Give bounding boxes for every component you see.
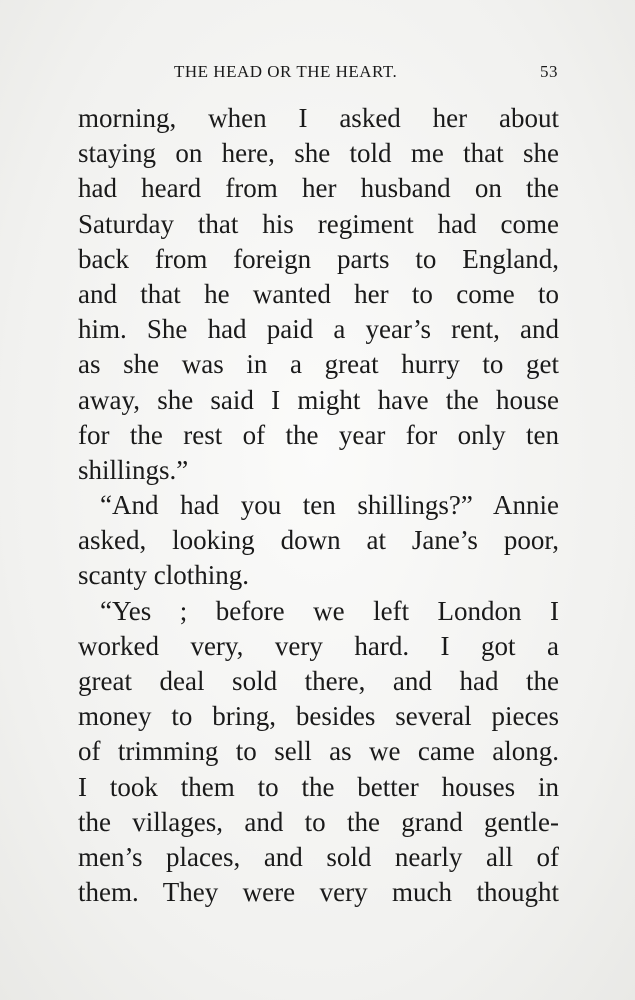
text-line: money to bring, besides several pieces <box>78 701 559 732</box>
running-title: THE HEAD OR THE HEART. <box>174 62 398 81</box>
text-line: had heard from her husband on the <box>78 173 559 204</box>
text-line: great deal sold there, and had the <box>78 666 559 696</box>
text-line: men’s places, and sold nearly all of <box>78 841 559 872</box>
text-line: and that he wanted her to come to <box>78 278 559 309</box>
text-line: morning, when I asked her about <box>78 103 559 133</box>
text-line: for the rest of the year for only ten <box>78 419 559 450</box>
text-line: asked, looking down at Jane’s poor, <box>78 525 559 556</box>
text-line: “And had you ten shillings?” Annie <box>100 490 559 521</box>
text-line: the villages, and to the grand gentle- <box>78 806 559 837</box>
text-line: as she was in a great hurry to get <box>78 349 559 380</box>
text-line: staying on here, she told me that she <box>78 138 559 169</box>
text-line: him. She had paid a year’s rent, and <box>78 314 559 345</box>
running-head <box>78 58 558 84</box>
text-line: of trimming to sell as we came along. <box>78 736 559 767</box>
text-line: back from foreign parts to England, <box>78 243 559 274</box>
text-line: shillings.” <box>78 454 189 485</box>
text-line: away, she said I might have the house <box>78 384 559 415</box>
text-line: Saturday that his regiment had come <box>78 208 559 239</box>
page-number: 53 <box>540 62 558 81</box>
text-line: worked very, very hard. I got a <box>78 630 559 661</box>
text-line: I took them to the better houses in <box>78 771 559 802</box>
text-line: “Yes ; before we left London I <box>100 595 559 626</box>
text-line: them. They were very much thought <box>78 877 559 908</box>
text-line: scanty clothing. <box>78 560 249 591</box>
body-text <box>78 101 559 910</box>
